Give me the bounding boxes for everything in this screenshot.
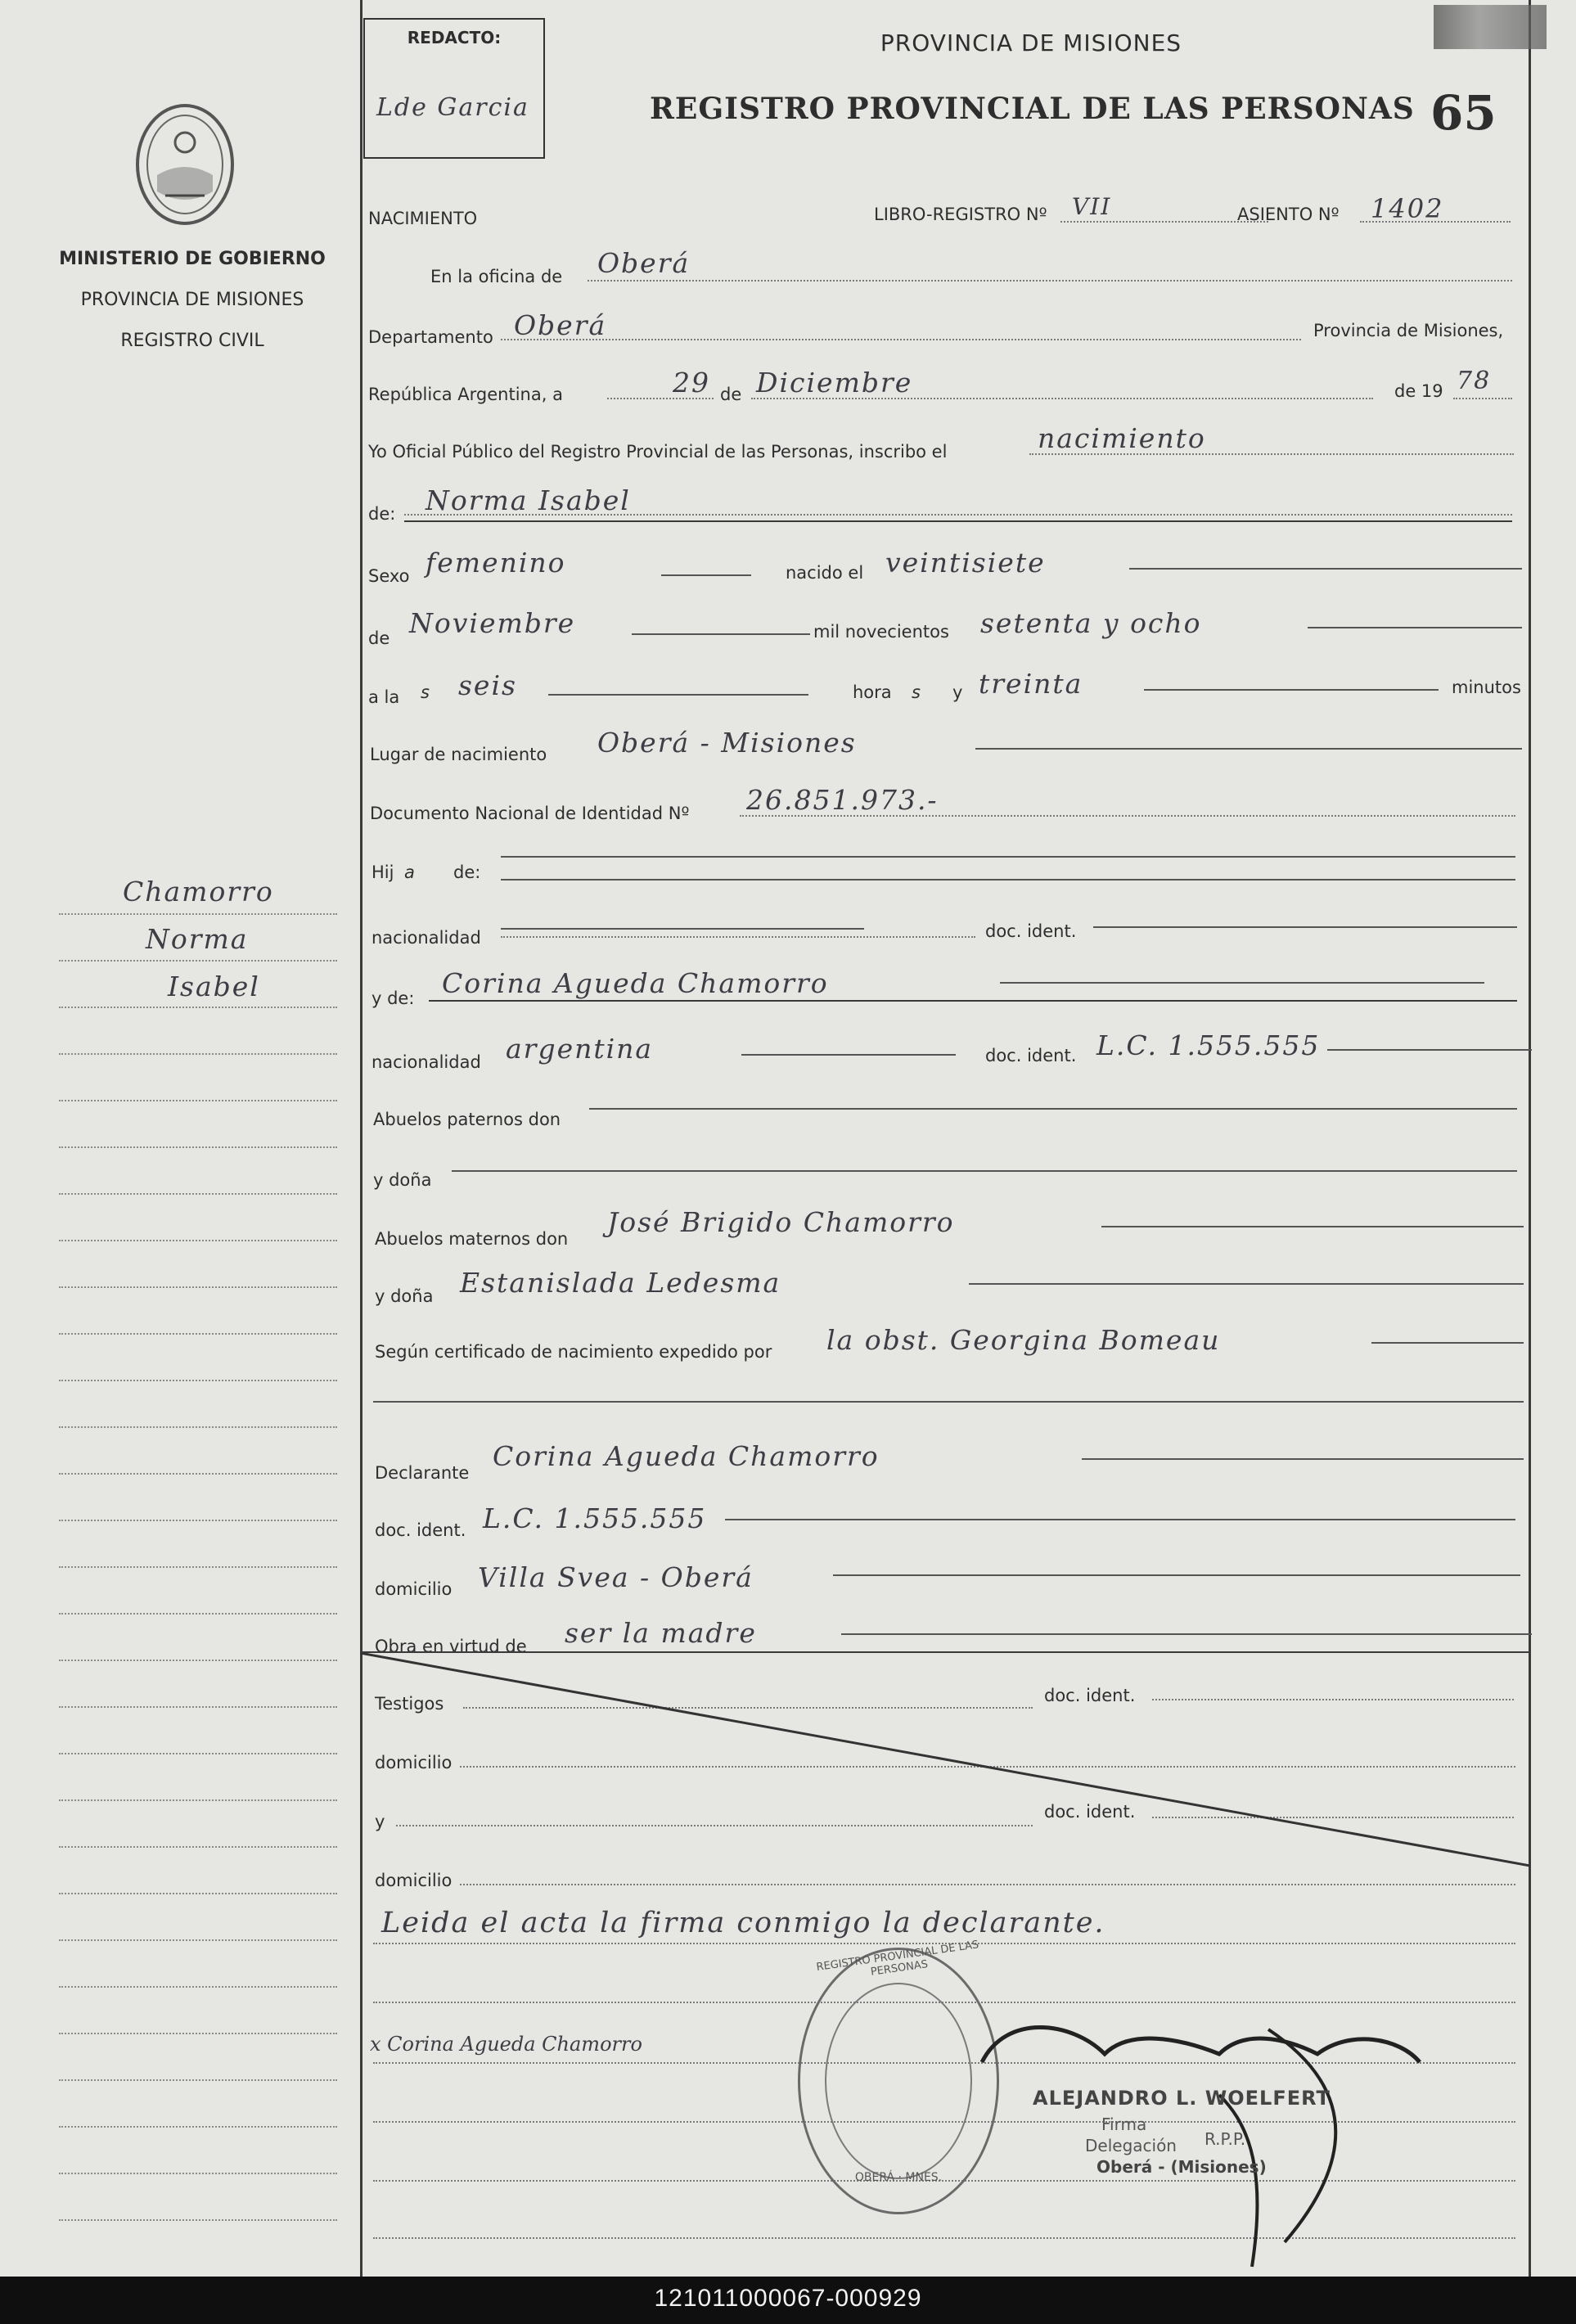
doc-padre-rule	[1093, 926, 1517, 928]
declarante-rule	[1082, 1458, 1524, 1460]
leida-value: Leida el acta la firma conmigo la declarante.	[381, 1907, 1105, 1939]
hora-rule	[548, 694, 808, 696]
footer-code: 121011000067-000929	[654, 2285, 922, 2312]
madre-rule-2	[429, 1000, 1517, 1002]
margin-dotted-line	[59, 913, 337, 915]
abuela-materna-rule	[969, 1283, 1524, 1285]
header-title: REGISTRO PROVINCIAL DE LAS PERSONAS	[650, 92, 1415, 126]
oficial-text: Yo Oficial Público del Registro Provincial de las Personas, inscribo el	[368, 442, 948, 462]
minutos-rule	[1144, 689, 1439, 691]
margin-dotted-line	[59, 1473, 337, 1475]
margin-dotted-line	[59, 2219, 337, 2221]
nombre-rule	[404, 520, 1512, 522]
redacto-value: Lde Garcia	[376, 93, 529, 122]
republica-label: República Argentina, a	[368, 385, 563, 404]
hijo-suffix: a	[404, 862, 415, 882]
doc-madre-rule	[1327, 1049, 1532, 1051]
domicilio-testigo-2-label: domicilio	[375, 1871, 453, 1890]
madre-value: Corina Agueda Chamorro	[442, 967, 829, 999]
year-label: de 19	[1394, 381, 1443, 401]
official-stamp	[798, 1939, 999, 2214]
y-dona-paterna-label: y doña	[373, 1170, 432, 1190]
margin-dotted-line	[59, 2033, 337, 2034]
domicilio-rule	[833, 1574, 1520, 1576]
month-dots	[751, 398, 1373, 399]
margin-dotted-line	[59, 1240, 337, 1241]
page-number: 65	[1430, 85, 1497, 141]
redacto-label: REDACTO:	[407, 28, 502, 47]
margin-dotted-line	[59, 1986, 337, 1988]
nac-padre-rule	[501, 928, 864, 930]
margin-dotted-line	[59, 1566, 337, 1568]
obra-value: ser la madre	[565, 1617, 757, 1649]
y-label: y	[952, 682, 963, 702]
margin-dotted-line	[59, 1613, 337, 1615]
horas-suffix: s	[912, 682, 921, 702]
obra-label: Obra en virtud de	[375, 1637, 527, 1656]
de-label: de	[720, 385, 742, 404]
delegacion-label: Delegación	[1085, 2136, 1177, 2155]
libro-label: LIBRO-REGISTRO Nº	[874, 205, 1047, 224]
ministry-label: MINISTERIO DE GOBIERNO	[59, 249, 326, 269]
oficina-dots	[588, 280, 1512, 281]
hijo-label: Hij	[371, 862, 394, 882]
y-de-label: y de:	[371, 989, 415, 1008]
nacionalidad-padre-label: nacionalidad	[371, 928, 481, 948]
office-label: REGISTRO CIVIL	[120, 331, 264, 351]
margin-dotted-line	[59, 1100, 337, 1101]
y-testigo-label: y	[375, 1812, 385, 1831]
oficial-dots	[1029, 453, 1514, 455]
madre-rule	[1000, 982, 1484, 984]
margin-dotted-line	[59, 1706, 337, 1708]
abuelos-maternos-label: Abuelos maternos don	[375, 1229, 569, 1249]
departamento-label: Departamento	[368, 327, 493, 347]
margin-name-1: Chamorro	[123, 876, 274, 908]
oficial-value: nacimiento	[1038, 422, 1206, 454]
domicilio-label: domicilio	[375, 1579, 453, 1599]
departamento-value: Oberá	[514, 309, 607, 341]
stamp-bottom: OBERÁ · MNES.	[854, 2171, 943, 2184]
official-signature	[974, 1997, 1432, 2275]
stamp-text: REGISTRO PROVINCIAL DE LAS PERSONAS	[815, 1939, 980, 1979]
domicilio-value: Villa Svea - Oberá	[478, 1561, 754, 1593]
certificado-value: la obst. Georgina Bomeau	[826, 1324, 1221, 1356]
hijo-rule-1	[501, 856, 1515, 858]
scan-mark	[1434, 5, 1547, 49]
year-dots	[1453, 398, 1512, 399]
abuelos-paternos-label: Abuelos paternos don	[373, 1110, 561, 1129]
certificado-rule-2	[373, 1401, 1524, 1403]
lugar-label: Lugar de nacimiento	[370, 745, 547, 764]
margin-dotted-line	[59, 1380, 337, 1381]
month-value: Diciembre	[756, 367, 913, 399]
anio-rule	[1308, 627, 1522, 628]
y-dona-materna-label: y doña	[375, 1286, 434, 1306]
province-label: PROVINCIA DE MISIONES	[80, 290, 304, 310]
city-label: Oberá - (Misiones)	[1096, 2157, 1267, 2177]
declarante-label: Declarante	[375, 1463, 470, 1483]
provincia-suffix: Provincia de Misiones,	[1313, 321, 1504, 340]
ala-suffix: s	[421, 682, 430, 702]
lugar-value: Oberá - Misiones	[597, 727, 857, 759]
nacido-label: nacido el	[786, 563, 864, 583]
departamento-dots	[501, 339, 1301, 340]
margin-name-3: Isabel	[168, 971, 260, 1002]
right-border	[1529, 0, 1531, 2277]
hijo-de: de:	[453, 862, 481, 882]
doc-declarante-label: doc. ident.	[375, 1520, 466, 1540]
margin-dotted-line	[59, 2173, 337, 2174]
nacionalidad-madre-value: argentina	[506, 1033, 654, 1065]
stamp-inner-ring	[825, 1983, 972, 2179]
margin-dotted-line	[59, 1846, 337, 1848]
testigos-label: Testigos	[375, 1694, 444, 1714]
sexo-value: femenino	[426, 547, 566, 579]
firma-declarante: x Corina Agueda Chamorro	[370, 2033, 642, 2056]
abuelos-paternos-rule	[589, 1108, 1517, 1110]
abuela-materna-value: Estanislada Ledesma	[460, 1267, 781, 1299]
asiento-value: 1402	[1371, 193, 1444, 224]
de-nombre-label: de:	[368, 504, 396, 524]
certificado-rule	[1371, 1342, 1524, 1344]
year-value: 78	[1457, 367, 1492, 395]
mes-nac-value: Noviembre	[409, 607, 576, 639]
margin-dotted-line	[59, 960, 337, 962]
minutos-label: minutos	[1452, 678, 1521, 697]
anio-nac-value: setenta y ocho	[980, 607, 1202, 639]
margin-dotted-line	[59, 1426, 337, 1428]
margin-dotted-line	[59, 1753, 337, 1754]
margin-dotted-line	[59, 1007, 337, 1008]
horas-label: hora	[853, 682, 892, 702]
oficina-value: Oberá	[597, 247, 691, 279]
dni-value: 26.851.973.-	[746, 784, 939, 816]
abuelo-materno-value: José Brigido Chamorro	[607, 1206, 955, 1238]
nombre-value: Norma Isabel	[426, 484, 631, 516]
ala-label: a la	[368, 687, 400, 707]
mes-rule	[632, 633, 810, 635]
dni-dots	[740, 815, 1515, 817]
domicilio-testigo-1-label: domicilio	[375, 1753, 453, 1772]
de2-label: de	[368, 628, 390, 648]
hijo-rule-2	[501, 879, 1515, 881]
declarante-value: Corina Agueda Chamorro	[493, 1440, 880, 1472]
oficina-label: En la oficina de	[430, 267, 563, 286]
margin-dotted-line	[59, 1146, 337, 1148]
nacido-value: veintisiete	[885, 547, 1046, 579]
abuelo-materno-rule	[1101, 1226, 1524, 1227]
left-column-border	[360, 0, 362, 2277]
redacto-box	[363, 18, 545, 159]
doc-testigo-2-label: doc. ident.	[1044, 1802, 1136, 1822]
margin-dotted-line	[59, 1939, 337, 1941]
dona-paterna-rule	[452, 1170, 1517, 1172]
dni-label: Documento Nacional de Identidad Nº	[370, 804, 690, 823]
margin-dotted-line	[59, 1660, 337, 1661]
doc-padre-label: doc. ident.	[985, 921, 1077, 941]
nacido-rule	[1129, 568, 1522, 570]
margin-dotted-line	[59, 1799, 337, 1801]
domicilio-testigo-2-dots	[460, 1884, 1515, 1885]
obra-rule	[841, 1633, 1532, 1635]
margin-dotted-line	[59, 1053, 337, 1055]
header-province: PROVINCIA DE MISIONES	[880, 29, 1182, 56]
nacionalidad-madre-label: nacionalidad	[371, 1052, 481, 1072]
libro-value: VII	[1072, 193, 1112, 220]
asiento-dots	[1360, 221, 1511, 223]
certificado-label: Según certificado de nacimiento expedido por	[375, 1342, 772, 1362]
margin-dotted-line	[59, 1333, 337, 1335]
asiento-label: ASIENTO Nº	[1237, 205, 1340, 224]
margin-dotted-line	[59, 2126, 337, 2128]
rpp-label: R.P.P.	[1205, 2129, 1246, 2149]
lugar-rule	[975, 748, 1522, 750]
official-name: ALEJANDRO L. WOELFERT	[1033, 2087, 1331, 2110]
margin-dotted-line	[59, 1893, 337, 1894]
doc-testigo-1-label: doc. ident.	[1044, 1686, 1136, 1705]
nombre-dots	[404, 514, 1512, 516]
doc-madre-label: doc. ident.	[985, 1046, 1077, 1065]
nac-madre-rule	[741, 1054, 956, 1056]
margin-dotted-line	[59, 2079, 337, 2081]
margin-dotted-line	[59, 1520, 337, 1521]
margin-dotted-line	[59, 1193, 337, 1195]
record-type: NACIMIENTO	[368, 209, 478, 228]
minutos-value: treinta	[979, 668, 1083, 700]
firma-label: Firma	[1101, 2115, 1147, 2134]
province-seal-icon	[133, 101, 237, 227]
sexo-rule	[661, 574, 751, 576]
mil-label: mil novecientos	[813, 622, 949, 642]
testigos-strike	[360, 1653, 1530, 1874]
day-value: 29	[673, 367, 710, 399]
sexo-label: Sexo	[368, 566, 410, 586]
doc-declarante-rule	[725, 1519, 1515, 1520]
hora-value: seis	[458, 669, 517, 701]
margin-dotted-line	[59, 1286, 337, 1288]
doc-declarante-value: L.C. 1.555.555	[483, 1502, 707, 1534]
doc-madre-value: L.C. 1.555.555	[1096, 1029, 1321, 1061]
nac-padre-dots	[501, 936, 975, 938]
margin-name-2: Norma	[146, 923, 249, 955]
